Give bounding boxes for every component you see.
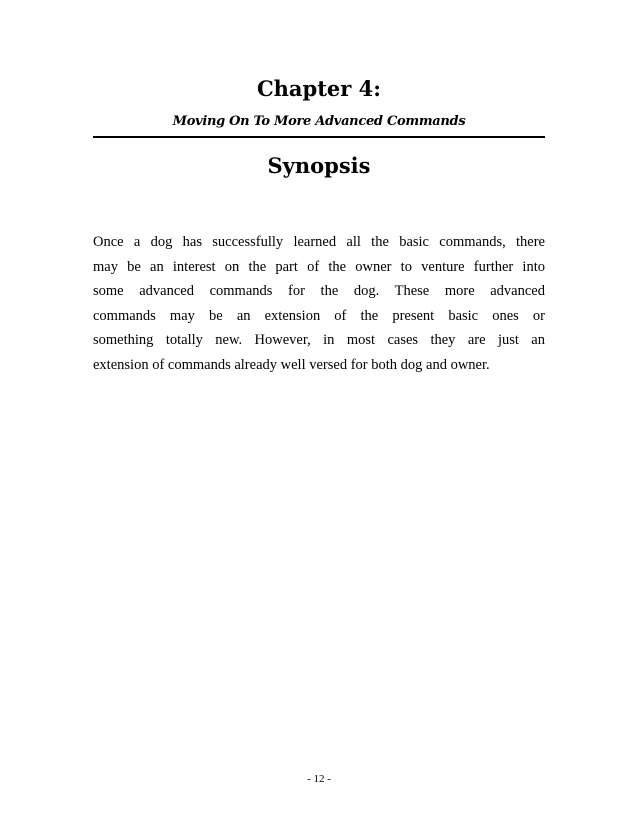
paragraph-line: Once a dog has successfully learned all the basic commands, there [93, 234, 545, 250]
paragraph-line: something totally new. However, in most cases they are just an [93, 332, 545, 349]
page-number: - 12 - [307, 773, 331, 785]
section-title: Synopsis [267, 153, 371, 178]
paragraph-line: extension of commands already well versed for both dog and owner. [93, 356, 490, 373]
paragraph-line: some advanced commands for the dog. These more advanced [93, 283, 545, 300]
heading-divider [93, 136, 545, 138]
chapter-title: Chapter 4: [256, 76, 382, 101]
paragraph-line: commands may be an extension of the present basic ones or [93, 307, 545, 324]
paragraph-line: may be an interest on the part of the owner to venture further into [93, 258, 545, 275]
synopsis-paragraph [93, 230, 545, 378]
chapter-subtitle: Moving On To More Advanced Commands [172, 114, 466, 129]
